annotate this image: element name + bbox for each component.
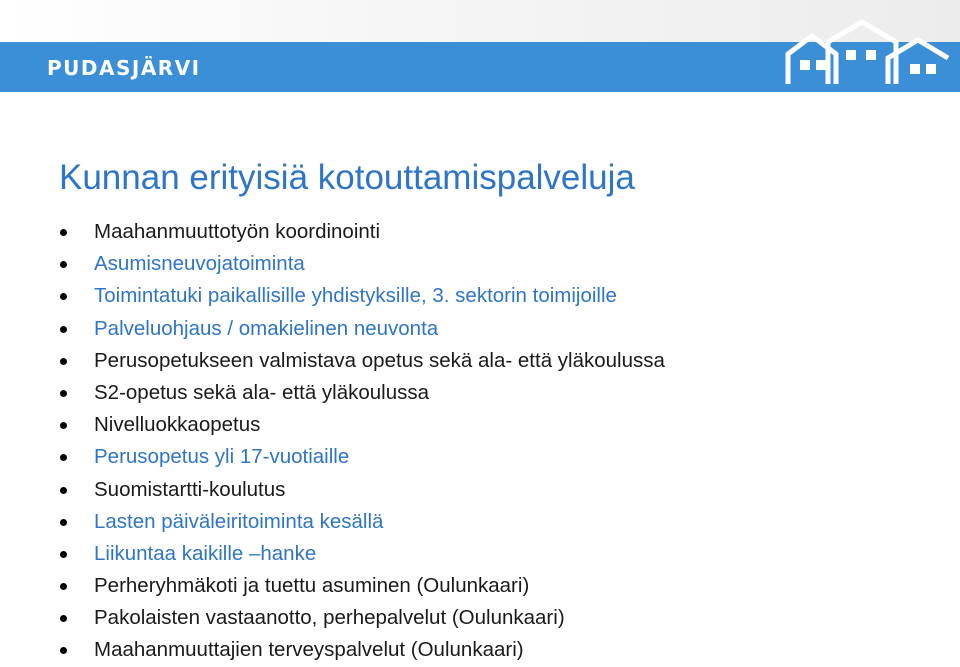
bullet-dot-icon [60, 454, 67, 461]
bullet-item [60, 441, 940, 473]
bullet-item [60, 216, 940, 248]
bullet-dot-icon [60, 487, 67, 494]
bullet-text: Perheryhmäkoti ja tuettu asuminen (Oulunkaari) [94, 574, 530, 598]
bullet-item [60, 409, 940, 441]
bullet-item [60, 377, 940, 409]
logo-text: PUDASJÄRVI [47, 56, 201, 80]
slide-title: Kunnan erityisiä kotouttamispalveluja [59, 158, 635, 197]
bullet-text: Pakolaisten vastaanotto, perhepalvelut (Oulunkaari) [94, 606, 565, 630]
bullet-item [60, 248, 940, 280]
bullet-dot-icon [60, 551, 67, 558]
bullet-text: Lasten päiväleiritoiminta kesällä [94, 509, 384, 533]
bullet-dot-icon [60, 519, 67, 526]
bullet-item [60, 570, 940, 602]
bullet-text: Perusopetukseen valmistava opetus sekä ala- että yläkoulussa [94, 348, 665, 372]
bullet-dot-icon [60, 422, 67, 429]
bullet-item [60, 602, 940, 634]
bullet-dot-icon [60, 583, 67, 590]
bullet-text: Toimintatuki paikallisille yhdistyksille, 3. sektorin toimijoille [94, 284, 617, 308]
bullet-text: Perusopetus yli 17-vuotiaille [94, 445, 350, 469]
bullet-item [60, 506, 940, 538]
bullet-dot-icon [60, 615, 67, 622]
bullet-dot-icon [60, 390, 67, 397]
bullet-dot-icon [60, 647, 67, 654]
bullet-list [60, 216, 940, 667]
bullet-text: Nivelluokkaopetus [94, 413, 261, 437]
bullet-text: Suomistartti-koulutus [94, 477, 286, 501]
bullet-text: S2-opetus sekä ala- että yläkoulussa [94, 380, 430, 404]
bullet-text: Asumisneuvojatoiminta [94, 252, 305, 276]
bullet-item [60, 634, 940, 666]
bullet-dot-icon [60, 229, 67, 236]
bullet-text: Maahanmuuttotyön koordinointi [94, 220, 381, 243]
bullet-text: Liikuntaa kaikille –hanke [94, 541, 317, 565]
bullet-item [60, 280, 940, 312]
bullet-item [60, 474, 940, 506]
bullet-text: Maahanmuuttajien terveyspalvelut (Oulunkaari) [94, 638, 524, 662]
bullet-item [60, 538, 940, 570]
bullet-dot-icon [60, 358, 67, 365]
bullet-item [60, 313, 940, 345]
bullet-dot-icon [60, 293, 67, 300]
bullet-dot-icon [60, 261, 67, 268]
bullet-text: Palveluohjaus / omakielinen neuvonta [94, 316, 439, 340]
bullet-item [60, 345, 940, 377]
bullet-dot-icon [60, 326, 67, 333]
houses-icon [770, 18, 960, 94]
